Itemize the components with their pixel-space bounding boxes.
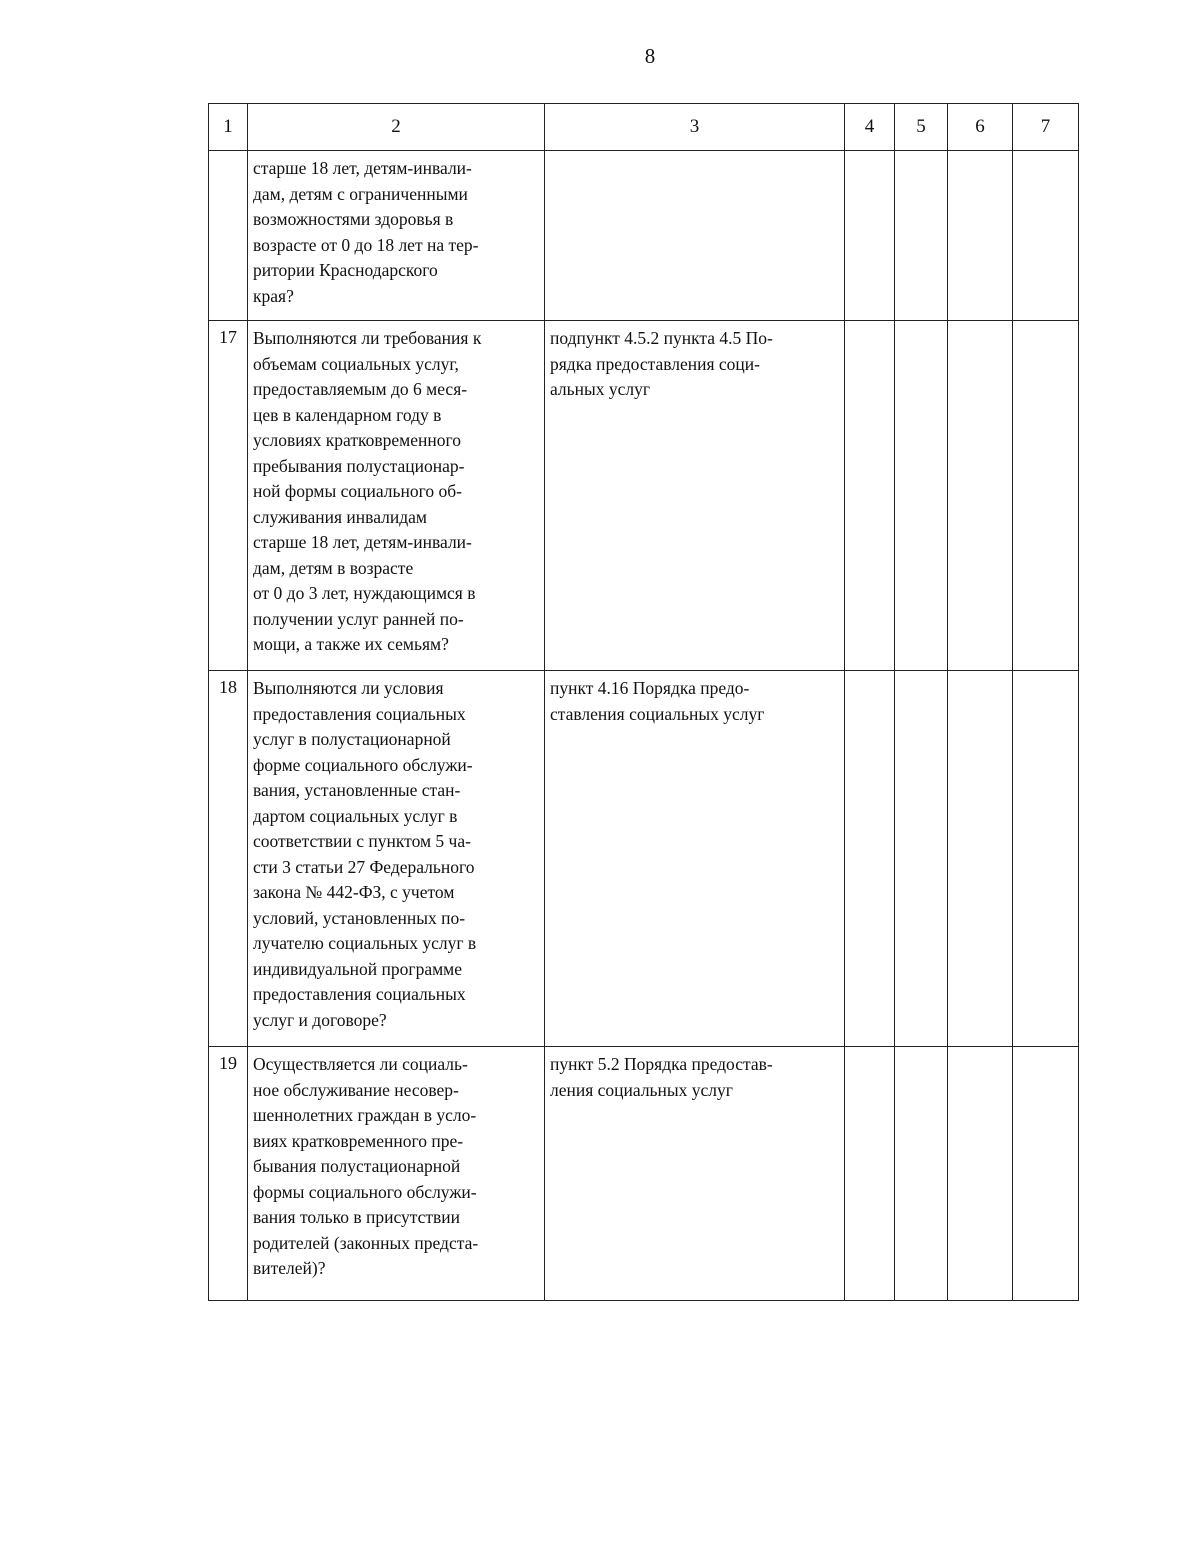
mark-cell-4 bbox=[845, 151, 895, 321]
table-row bbox=[209, 671, 1079, 1047]
header-cell-4: 4 bbox=[845, 104, 895, 151]
header-cell-3: 3 bbox=[545, 104, 845, 151]
page-number: 8 bbox=[644, 44, 656, 68]
table-row bbox=[209, 1047, 1079, 1301]
mark-cell-4 bbox=[845, 671, 895, 1047]
reference-cell: пункт 5.2 Порядка предостав- ления социальных услуг bbox=[545, 1047, 845, 1301]
reference-cell: пункт 4.16 Порядка предо- ставления социальных услуг bbox=[545, 671, 845, 1047]
mark-cell-6 bbox=[948, 321, 1013, 671]
question-cell: Осуществляется ли социаль- ное обслуживание несовер- шеннолетних граждан в усло- виях кратковременного пре- бывания полустационарной формы социального обслужи- вания только в присутствии родителей (законных предста- вителей)? bbox=[248, 1047, 545, 1301]
table-row bbox=[209, 321, 1079, 671]
header-cell-7: 7 bbox=[1013, 104, 1079, 151]
header-cell-1: 1 bbox=[209, 104, 248, 151]
row-number: 18 bbox=[209, 671, 248, 1047]
header-cell-2: 2 bbox=[248, 104, 545, 151]
mark-cell-6 bbox=[948, 151, 1013, 321]
mark-cell-4 bbox=[845, 321, 895, 671]
mark-cell-6 bbox=[948, 671, 1013, 1047]
mark-cell-6 bbox=[948, 1047, 1013, 1301]
reference-cell bbox=[545, 151, 845, 321]
mark-cell-7 bbox=[1013, 321, 1079, 671]
mark-cell-5 bbox=[895, 151, 948, 321]
row-number: 17 bbox=[209, 321, 248, 671]
row-number: 19 bbox=[209, 1047, 248, 1301]
header-cell-5: 5 bbox=[895, 104, 948, 151]
header-cell-6: 6 bbox=[948, 104, 1013, 151]
question-cell: Выполняются ли требования к объемам социальных услуг, предоставляемым до 6 меся- цев в календарном году в условиях кратковременного пребывания полустационар- ной формы социального об- служивания инвалидам старше 18 лет, детям-инвали- дам, детям в возрасте от 0 до 3 лет, нуждающимся в получении услуг ранней по- мощи, а также их семьям? bbox=[248, 321, 545, 671]
mark-cell-5 bbox=[895, 321, 948, 671]
checklist-table bbox=[208, 103, 1079, 1301]
mark-cell-7 bbox=[1013, 671, 1079, 1047]
reference-cell: подпункт 4.5.2 пункта 4.5 По- рядка предоставления соци- альных услуг bbox=[545, 321, 845, 671]
mark-cell-5 bbox=[895, 671, 948, 1047]
mark-cell-4 bbox=[845, 1047, 895, 1301]
question-cell: Выполняются ли условия предоставления социальных услуг в полустационарной форме социального обслужи- вания, установленные стан- дартом социальных услуг в соответствии с пунктом 5 ча- сти 3 статьи 27 Федерального закона № 442-ФЗ, с учетом условий, установленных по- лучателю социальных услуг в индивидуальной программе предоставления социальных услуг и договоре? bbox=[248, 671, 545, 1047]
mark-cell-5 bbox=[895, 1047, 948, 1301]
question-cell: старше 18 лет, детям-инвали- дам, детям с ограниченными возможностями здоровья в возрасте от 0 до 18 лет на тер- ритории Краснодарского края? bbox=[248, 151, 545, 321]
row-number bbox=[209, 151, 248, 321]
mark-cell-7 bbox=[1013, 1047, 1079, 1301]
table-header-row bbox=[209, 104, 1079, 151]
table-row bbox=[209, 151, 1079, 321]
mark-cell-7 bbox=[1013, 151, 1079, 321]
